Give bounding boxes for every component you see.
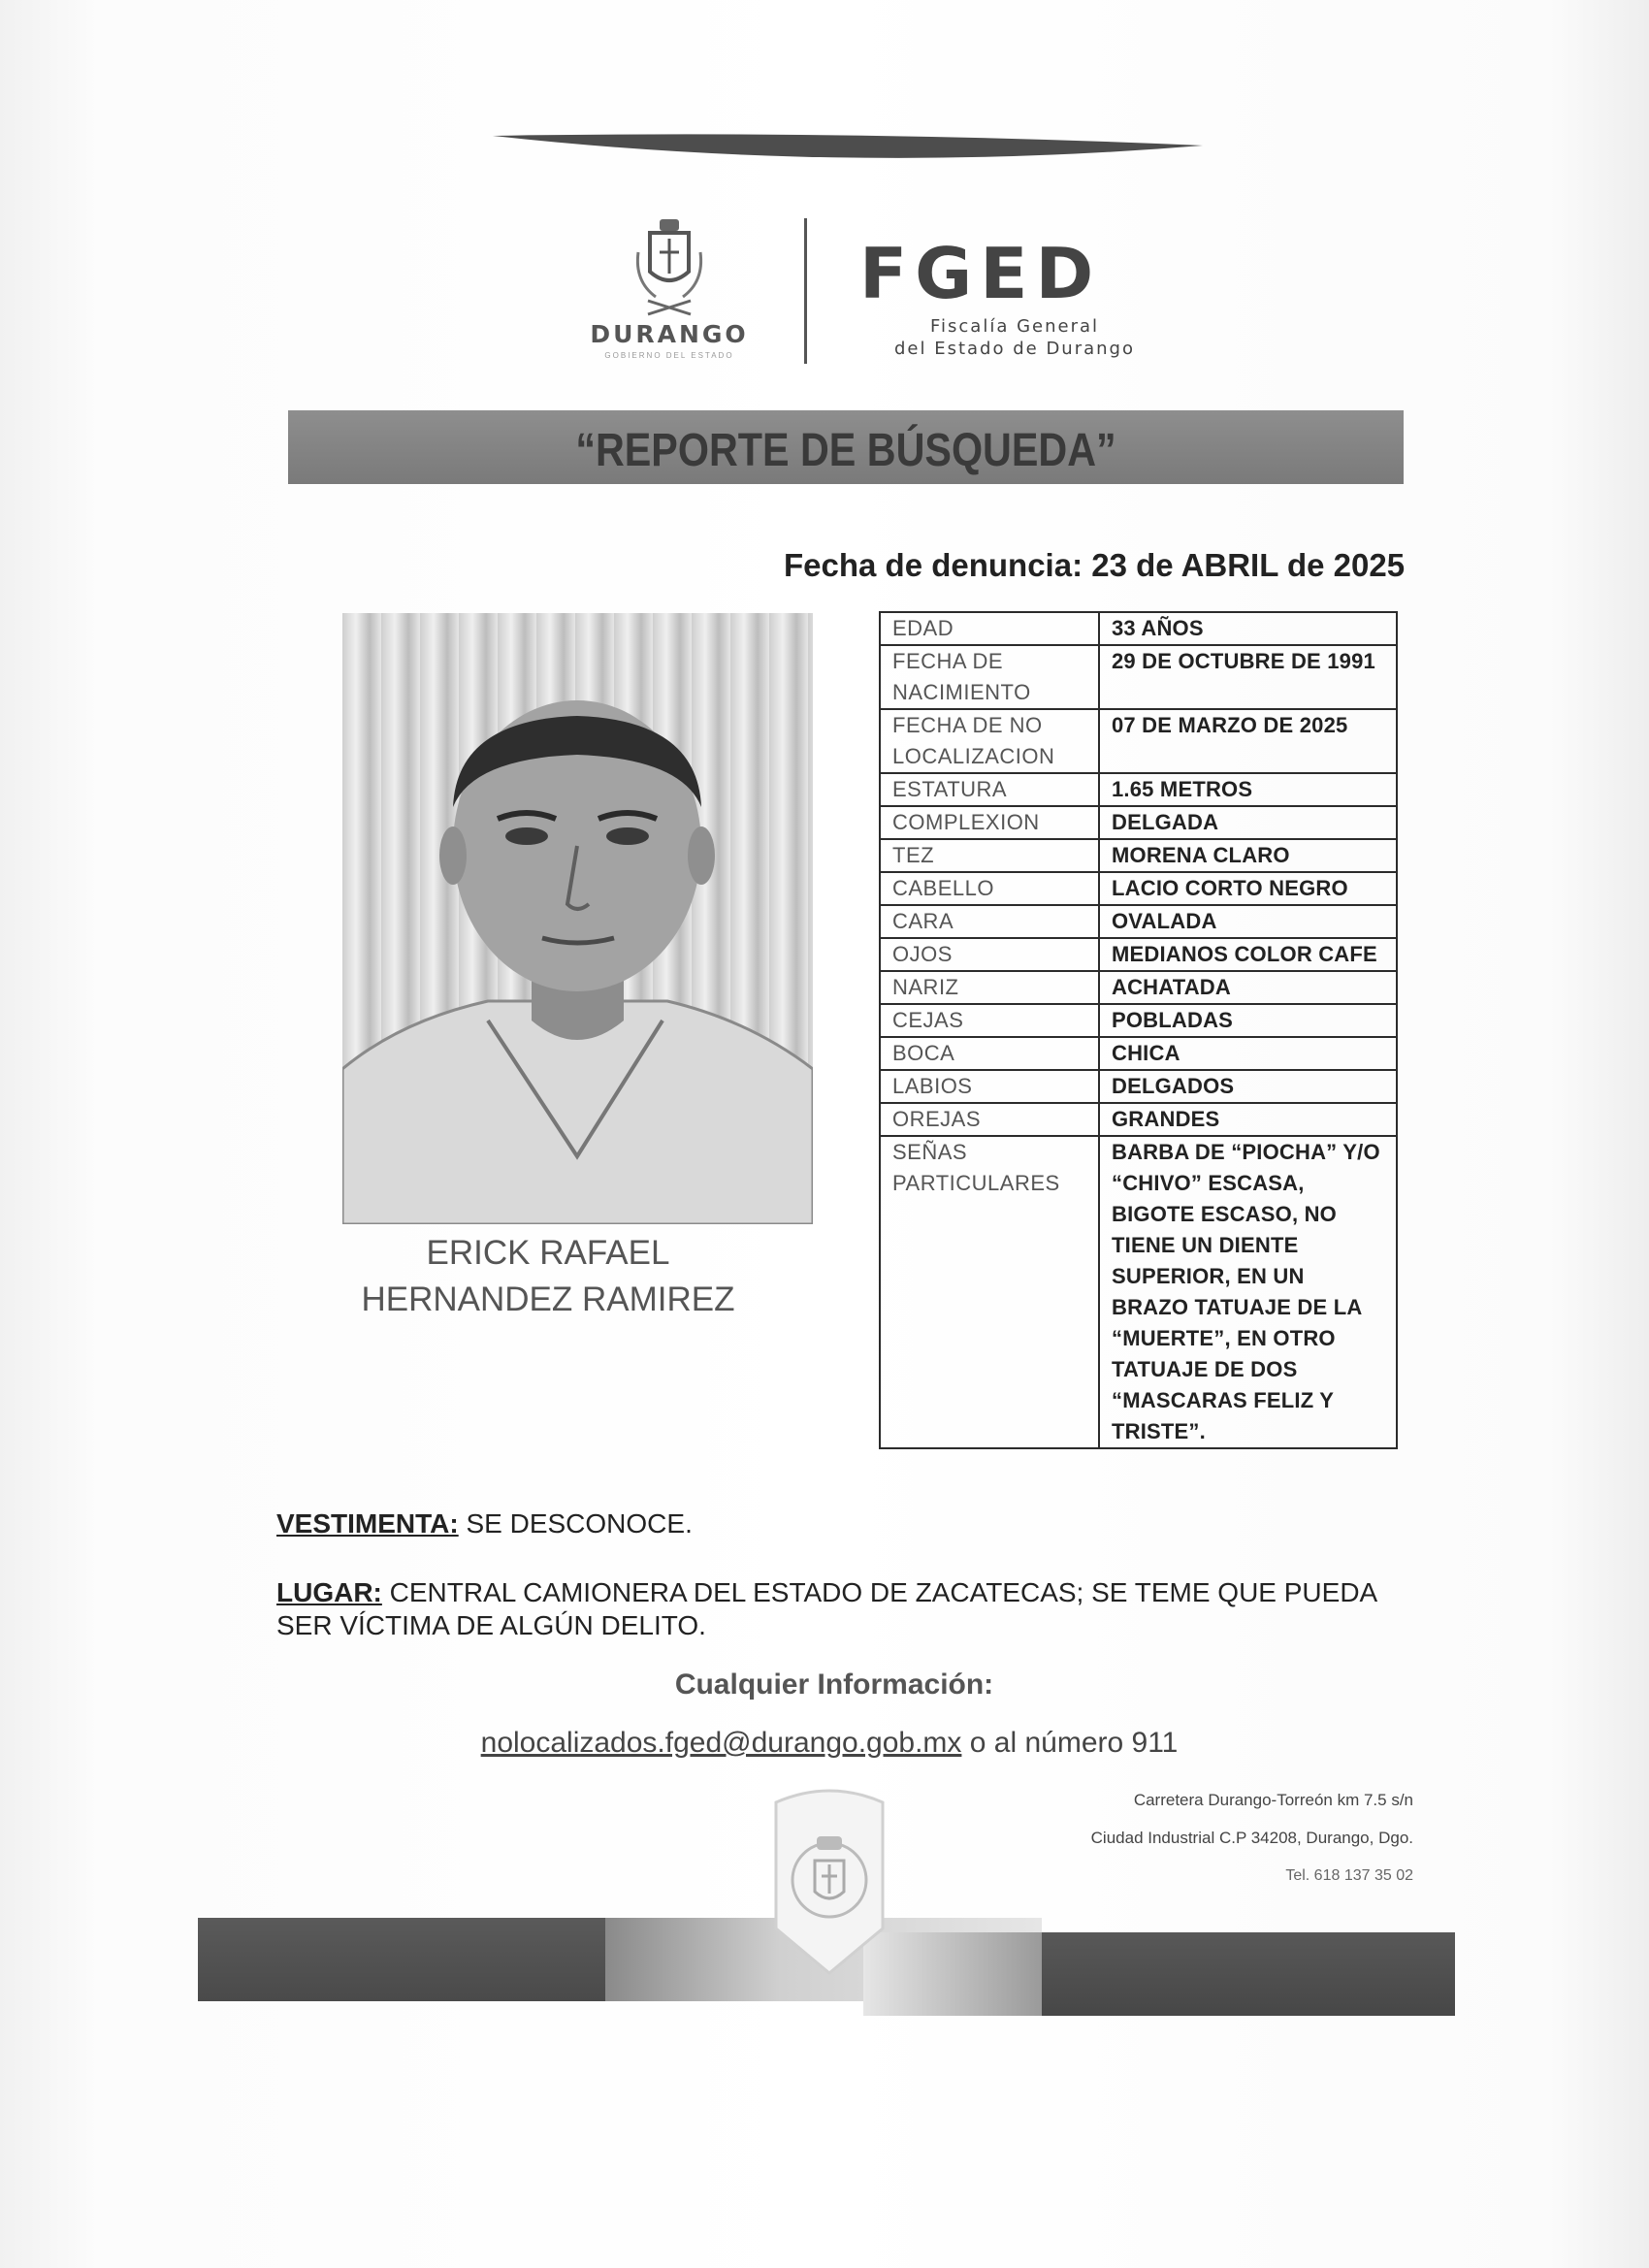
contact-email-link[interactable]: nolocalizados.fged@durango.gob.mx <box>480 1727 962 1759</box>
address-block <box>970 1781 1413 1895</box>
table-row <box>880 971 1397 1004</box>
table-row <box>880 1103 1397 1136</box>
table-row <box>880 872 1397 905</box>
table-row <box>880 1136 1397 1448</box>
table-row-value: 1.65 METROS <box>1099 773 1397 806</box>
vestimenta-label: VESTIMENTA: <box>276 1508 459 1539</box>
vestimenta-line <box>276 1508 693 1539</box>
table-row <box>880 612 1397 645</box>
contact-line <box>407 1727 1251 1760</box>
table-row-value: 07 DE MARZO DE 2025 <box>1099 709 1397 773</box>
table-row-label: NARIZ <box>880 971 1099 1004</box>
report-date: Fecha de denuncia: 23 de ABRIL de 2025 <box>784 547 1406 583</box>
footer-bar-right <box>1042 1932 1455 2016</box>
contact-phone-text: o al número 911 <box>961 1727 1179 1759</box>
address-line1: Carretera Durango-Torreón km 7.5 s/n <box>1133 1791 1413 1809</box>
lugar-line <box>276 1576 1402 1642</box>
address-line2: Ciudad Industrial C.P 34208, Durango, Dgo. <box>1090 1829 1413 1847</box>
table-row-label: OJOS <box>880 938 1099 971</box>
table-row-label: FECHA DE NO LOCALIZACION <box>880 709 1099 773</box>
table-row-label: EDAD <box>880 612 1099 645</box>
fged-subtitle-line1: Fiscalía General <box>929 316 1100 337</box>
table-row-value: ACHATADA <box>1099 971 1397 1004</box>
table-row-value: GRANDES <box>1099 1103 1397 1136</box>
fged-subtitle-line2: del Estado de Durango <box>894 339 1135 359</box>
durango-crest-icon <box>630 213 708 320</box>
person-photo <box>342 613 813 1224</box>
table-row <box>880 905 1397 938</box>
table-row-value: MORENA CLARO <box>1099 839 1397 872</box>
table-row-value: BARBA DE “PIOCHA” Y/O “CHIVO” ESCASA, BIGOTE ESCASO, NO TIENE UN DIENTE SUPERIOR, EN UN BRAZO TATUAJE DE LA “MUERTE”, EN OTRO TATUAJE DE DOS “MASCARAS FELIZ Y TRISTE”. <box>1099 1136 1397 1448</box>
lugar-value: CENTRAL CAMIONERA DEL ESTADO DE ZACATECAS; SE TEME QUE PUEDA SER VÍCTIMA DE ALGÚN DELITO. <box>276 1577 1376 1640</box>
table-row-value: 33 AÑOS <box>1099 612 1397 645</box>
person-name-line1: ERICK RAFAEL <box>426 1234 670 1272</box>
header-swoosh <box>493 132 1203 171</box>
table-row-value: DELGADA <box>1099 806 1397 839</box>
table-row-label: CARA <box>880 905 1099 938</box>
footer-crest-icon <box>766 1783 892 1977</box>
table-row-label: OREJAS <box>880 1103 1099 1136</box>
table-row-value: 29 DE OCTUBRE DE 1991 <box>1099 645 1397 709</box>
logo-divider <box>804 218 807 364</box>
person-photo-illustration <box>342 613 813 1224</box>
vestimenta-value: SE DESCONOCE. <box>458 1508 693 1539</box>
report-title: “REPORTE DE BÚSQUEDA” <box>575 425 1116 476</box>
table-row <box>880 806 1397 839</box>
fged-logo-text: FGED <box>859 233 1102 314</box>
table-row-label: CABELLO <box>880 872 1099 905</box>
description-table <box>879 611 1398 1449</box>
table-row-value: CHICA <box>1099 1037 1397 1070</box>
table-row-value: DELGADOS <box>1099 1070 1397 1103</box>
durango-logo-text: DURANGO <box>590 320 749 348</box>
table-row-label: BOCA <box>880 1037 1099 1070</box>
footer-bar-left <box>198 1918 605 2001</box>
contact-heading: Cualquier Información: <box>674 1669 994 1701</box>
table-row <box>880 709 1397 773</box>
table-row-label: CEJAS <box>880 1004 1099 1037</box>
person-name <box>291 1230 805 1323</box>
table-row-label: FECHA DE NACIMIENTO <box>880 645 1099 709</box>
person-name-line2: HERNANDEZ RAMIREZ <box>361 1280 735 1318</box>
table-row-value: LACIO CORTO NEGRO <box>1099 872 1397 905</box>
durango-logo-subtext: GOBIERNO DEL ESTADO <box>604 351 734 360</box>
table-row <box>880 1070 1397 1103</box>
table-row <box>880 1037 1397 1070</box>
table-row-value: POBLADAS <box>1099 1004 1397 1037</box>
report-title-bar <box>288 410 1404 484</box>
table-row-value: MEDIANOS COLOR CAFE <box>1099 938 1397 971</box>
fged-subtitle <box>859 315 1170 360</box>
durango-government-logo <box>572 213 766 359</box>
table-row-label: SEÑAS PARTICULARES <box>880 1136 1099 1448</box>
table-row <box>880 1004 1397 1037</box>
table-row-label: TEZ <box>880 839 1099 872</box>
lugar-label: LUGAR: <box>276 1577 382 1607</box>
table-row <box>880 938 1397 971</box>
table-row <box>880 645 1397 709</box>
table-row-label: ESTATURA <box>880 773 1099 806</box>
address-phone: Tel. 618 137 35 02 <box>1285 1867 1413 1884</box>
table-row-label: LABIOS <box>880 1070 1099 1103</box>
table-row <box>880 839 1397 872</box>
table-row <box>880 773 1397 806</box>
table-row-label: COMPLEXION <box>880 806 1099 839</box>
table-row-value: OVALADA <box>1099 905 1397 938</box>
